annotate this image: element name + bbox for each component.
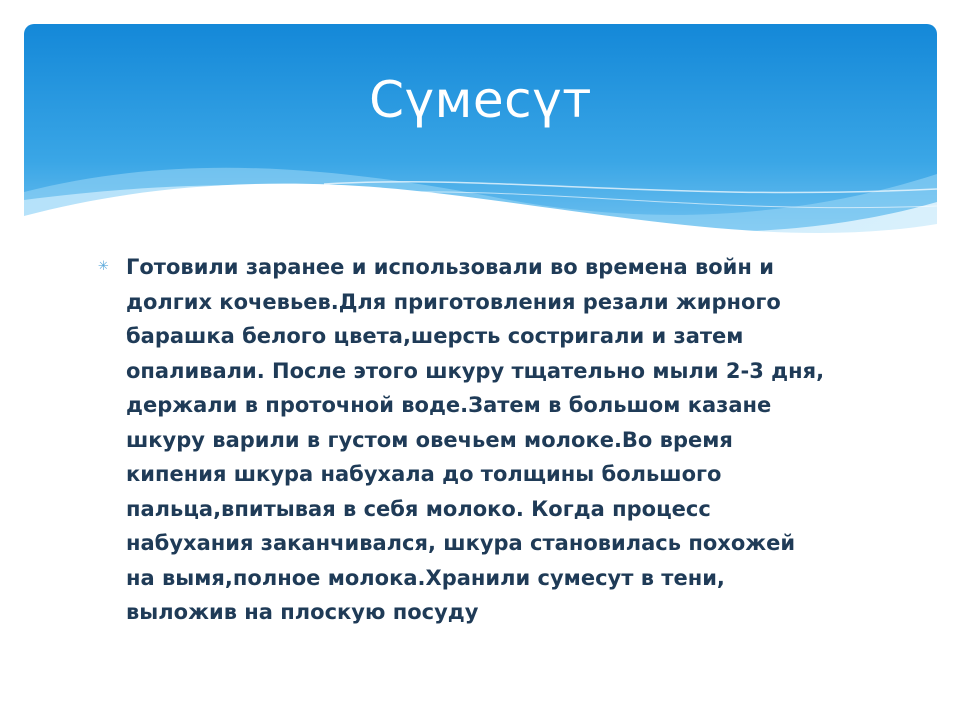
wave-background-graphic — [24, 24, 937, 274]
header-banner — [24, 24, 937, 274]
asterisk-bullet-icon: ✳ — [98, 259, 109, 274]
slide-content — [98, 250, 868, 630]
bullet-text: Готовили заранее и использовали во времена войн и долгих кочевьев.Для приготовления резали жирного барашка белого цвета,шерсть состригали и затем опаливали. После этого шкуру тщательно мыли 2-3 дня, держали в проточной воде.Затем в большом казане шкуру варили в густом овечьем молоке.Во время кипения шкура набухала до толщины большого пальца,впитывая в себя молоко. Когда процесс набухания заканчивался, шкура становилась похожей на вымя,полное молока.Хранили сумесут в тени, выложив на плоскую посуду — [126, 255, 825, 624]
bullet-item — [98, 250, 868, 630]
slide-title: Сүмесүт — [369, 71, 592, 129]
